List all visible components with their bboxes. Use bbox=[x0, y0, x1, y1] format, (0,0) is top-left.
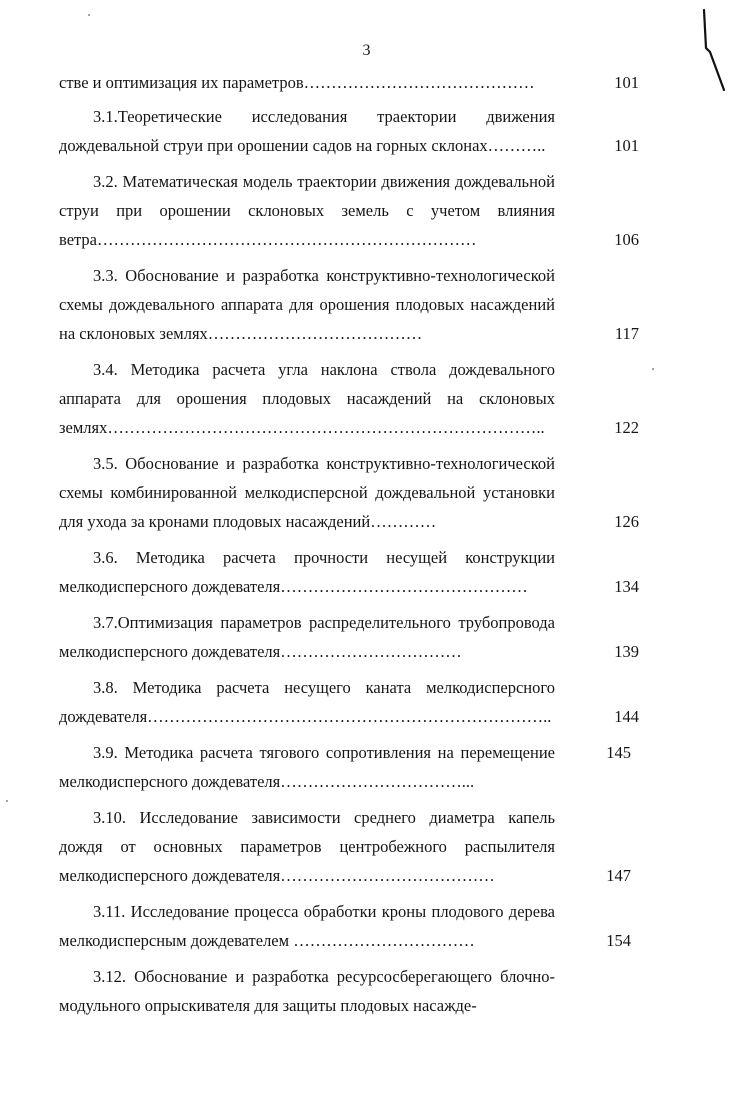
toc-entry bbox=[59, 167, 649, 254]
toc-entry bbox=[59, 803, 649, 890]
page-number: 3 bbox=[362, 42, 371, 59]
toc-entry-text: 3.7.Оптимизация параметров распределительного трубопровода мелкодисперсного дождевателя…………………………… bbox=[59, 613, 555, 661]
toc-entry bbox=[59, 355, 649, 442]
toc-entry-text: 3.10. Исследование зависимости среднего диаметра капель дождя от основных параметров центробежного распылителя мелкодисперсного дождевателя………………………………… bbox=[59, 808, 555, 885]
toc-entry-text: 3.8. Методика расчета несущего каната мелкодисперсного дождевателя……………………………………………………………….. bbox=[59, 678, 555, 726]
toc-entry-page: 117 bbox=[614, 324, 639, 343]
pen-stroke-mark bbox=[700, 8, 730, 98]
toc-entry-page: 147 bbox=[606, 866, 631, 885]
toc-entry-text: 3.5. Обоснование и разработка конструктивно-технологической схемы комбинированной мелкодисперсной дождевальной установки для ухода за кронами плодовых насаждений………… bbox=[59, 454, 555, 531]
toc-entry bbox=[59, 608, 649, 666]
toc-entry bbox=[59, 261, 649, 348]
toc-entry-page: 144 bbox=[614, 707, 639, 726]
toc-entry-text: стве и оптимизация их параметров…………………………………… bbox=[59, 73, 535, 92]
toc-entry bbox=[59, 673, 649, 731]
toc-entry bbox=[59, 68, 649, 97]
toc-entry-text: 3.1.Теоретические исследования траектории движения дождевальной струи при орошении садов на горных склонах……….. bbox=[59, 107, 555, 155]
scan-speck bbox=[88, 14, 90, 16]
toc-entry bbox=[59, 962, 649, 1020]
table-of-contents bbox=[59, 68, 649, 1020]
toc-entry bbox=[59, 102, 649, 160]
toc-entry-page: 145 bbox=[606, 743, 631, 762]
toc-entry-page: 101 bbox=[614, 136, 639, 155]
toc-entry-text: 3.4. Методика расчета угла наклона ствола дождевального аппарата для орошения плодовых насаждений на склоновых землях…………………………………………………………………….. bbox=[59, 360, 555, 437]
toc-entry-page: 154 bbox=[606, 931, 631, 950]
toc-entry bbox=[59, 449, 649, 536]
toc-entry-text: 3.11. Исследование процесса обработки кроны плодового дерева мелкодисперсным дождевателем …………………………… bbox=[59, 902, 555, 950]
scan-speck bbox=[6, 800, 8, 802]
toc-entry-page: 126 bbox=[614, 512, 639, 531]
toc-entry-page: 134 bbox=[614, 577, 639, 596]
toc-entry-page: 139 bbox=[614, 642, 639, 661]
toc-entry bbox=[59, 543, 649, 601]
toc-entry-page: 122 bbox=[614, 418, 639, 437]
toc-entry-text: 3.12. Обоснование и разработка ресурсосберегающего блочно-модульного опрыскивателя для защиты плодовых насажде- bbox=[59, 967, 555, 1015]
toc-entry-text: 3.9. Методика расчета тягового сопротивления на перемещение мелкодисперсного дождевателя……………………………... bbox=[59, 743, 555, 791]
toc-entry-page: 101 bbox=[614, 73, 639, 92]
toc-entry bbox=[59, 738, 649, 796]
toc-entry-text: 3.6. Методика расчета прочности несущей конструкции мелкодисперсного дождевателя……………………………………… bbox=[59, 548, 555, 596]
scan-speck bbox=[652, 368, 654, 370]
toc-entry bbox=[59, 897, 649, 955]
toc-entry-text: 3.3. Обоснование и разработка конструктивно-технологической схемы дождевального аппарата для орошения плодовых насаждений на склоновых землях………………………………… bbox=[59, 266, 555, 343]
toc-entry-page: 106 bbox=[614, 230, 639, 249]
toc-entry-text: 3.2. Математическая модель траектории движения дождевальной струи при орошении склоновых земель с учетом влияния ветра…………………………………………………………… bbox=[59, 172, 555, 249]
